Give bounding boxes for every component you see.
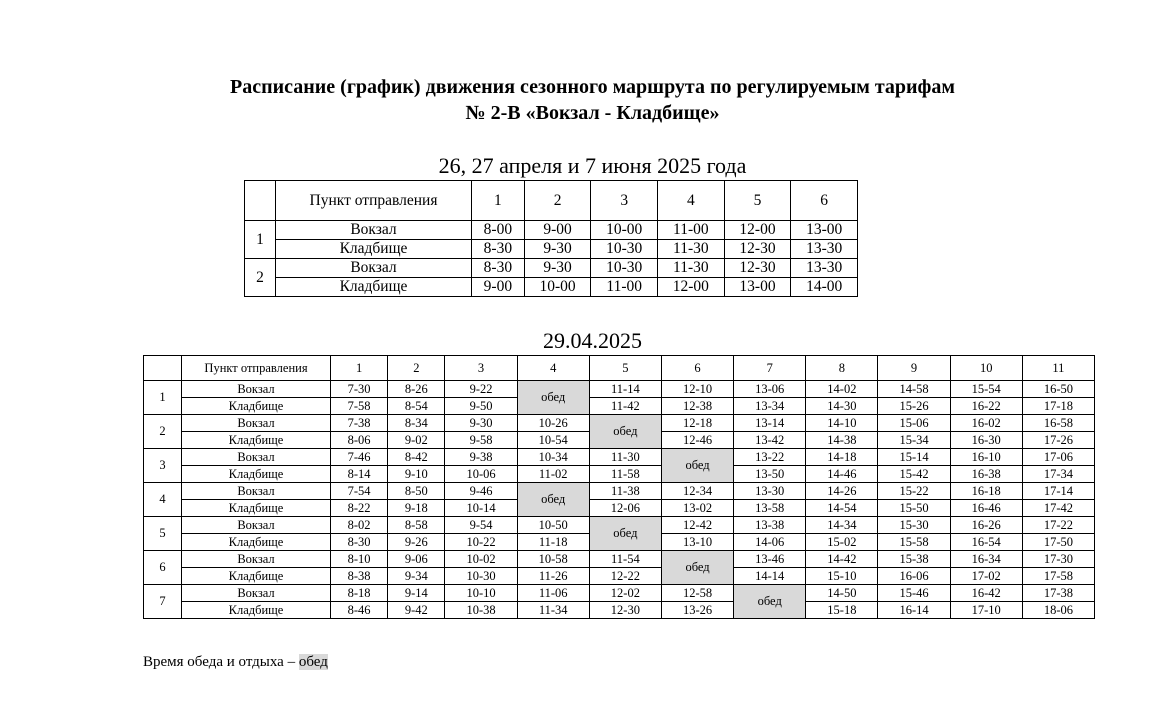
table2-time-cell: 12-22: [589, 568, 661, 585]
table-row: [144, 381, 1095, 398]
table2-time-cell: 7-54: [331, 483, 388, 500]
table1-time-cell: 11-00: [658, 221, 725, 240]
table2-time-cell: 11-42: [589, 398, 661, 415]
table2-time-cell: 17-58: [1022, 568, 1094, 585]
table-row: [144, 585, 1095, 602]
table2-time-cell: 17-38: [1022, 585, 1094, 602]
table1-stop-name: Вокзал: [276, 259, 472, 278]
table2-time-cell: 14-58: [878, 381, 950, 398]
table2-time-cell: 12-34: [661, 483, 733, 500]
table2-time-cell: 13-38: [734, 517, 806, 534]
table2-time-cell: 11-06: [517, 585, 589, 602]
table2-time-cell: 13-34: [734, 398, 806, 415]
table2-time-cell: 7-58: [331, 398, 388, 415]
table1-time-cell: 11-30: [658, 259, 725, 278]
table1-time-cell: 12-30: [724, 240, 791, 259]
table1-time-cell: 14-00: [791, 278, 858, 297]
table1-trip-number: 2: [245, 259, 276, 297]
table2-time-cell: 10-26: [517, 415, 589, 432]
table2-corner-cell: [144, 356, 182, 381]
table2-trip-number: 6: [144, 551, 182, 585]
schedule-table-29-04: [143, 355, 1095, 619]
table2-time-cell: 16-14: [878, 602, 950, 619]
table2-trip-number: 7: [144, 585, 182, 619]
table2-time-cell: 16-34: [950, 551, 1022, 568]
lunch-break-cell: обед: [589, 517, 661, 551]
table2-time-cell: 16-46: [950, 500, 1022, 517]
table2-time-cell: 10-50: [517, 517, 589, 534]
table1-stop-name: Кладбище: [276, 278, 472, 297]
table2-col-header: 5: [589, 356, 661, 381]
table2-time-cell: 9-26: [388, 534, 445, 551]
table2-time-cell: 9-18: [388, 500, 445, 517]
table2-stop-name: Кладбище: [182, 568, 331, 585]
table2-time-cell: 9-10: [388, 466, 445, 483]
table2-time-cell: 8-42: [388, 449, 445, 466]
table2-time-cell: 9-38: [445, 449, 517, 466]
table2-time-cell: 10-54: [517, 432, 589, 449]
table2-time-cell: 10-58: [517, 551, 589, 568]
table2-time-cell: 15-10: [806, 568, 878, 585]
table2-time-cell: 9-58: [445, 432, 517, 449]
table2-time-cell: 8-30: [331, 534, 388, 551]
table2-time-cell: 10-34: [517, 449, 589, 466]
table2-time-cell: 8-38: [331, 568, 388, 585]
table2-stop-name: Вокзал: [182, 585, 331, 602]
table-row: [144, 398, 1095, 415]
table1-time-cell: 10-30: [591, 240, 658, 259]
table1-stop-name: Кладбище: [276, 240, 472, 259]
table2-time-cell: 13-06: [734, 381, 806, 398]
table2-time-cell: 9-50: [445, 398, 517, 415]
table2-time-cell: 15-26: [878, 398, 950, 415]
table2-time-cell: 10-14: [445, 500, 517, 517]
table2-time-cell: 9-54: [445, 517, 517, 534]
table2-stop-name: Вокзал: [182, 381, 331, 398]
table2-time-cell: 17-30: [1022, 551, 1094, 568]
table1-time-cell: 12-00: [724, 221, 791, 240]
table2-time-cell: 17-02: [950, 568, 1022, 585]
lunch-break-cell: обед: [661, 449, 733, 483]
table2-time-cell: 11-34: [517, 602, 589, 619]
table2-time-cell: 10-02: [445, 551, 517, 568]
table2-time-cell: 17-10: [950, 602, 1022, 619]
table2-time-cell: 13-50: [734, 466, 806, 483]
table2-time-cell: 14-50: [806, 585, 878, 602]
table2-time-cell: 9-22: [445, 381, 517, 398]
table2-time-cell: 10-22: [445, 534, 517, 551]
table2-time-cell: 13-22: [734, 449, 806, 466]
table2-time-cell: 14-38: [806, 432, 878, 449]
lunch-break-cell: обед: [517, 381, 589, 415]
table1-time-cell: 13-30: [791, 259, 858, 278]
table2-time-cell: 9-06: [388, 551, 445, 568]
table2-time-cell: 14-46: [806, 466, 878, 483]
table2-trip-number: 3: [144, 449, 182, 483]
table2-time-cell: 13-14: [734, 415, 806, 432]
table2-time-cell: 14-30: [806, 398, 878, 415]
table2-time-cell: 14-02: [806, 381, 878, 398]
table2-time-cell: 15-38: [878, 551, 950, 568]
table2-time-cell: 16-38: [950, 466, 1022, 483]
table1-time-cell: 13-00: [724, 278, 791, 297]
table2-time-cell: 10-06: [445, 466, 517, 483]
table2-time-cell: 17-22: [1022, 517, 1094, 534]
table2-time-cell: 12-30: [589, 602, 661, 619]
table2-time-cell: 9-42: [388, 602, 445, 619]
table2-time-cell: 17-18: [1022, 398, 1094, 415]
table2-col-header: 6: [661, 356, 733, 381]
table2-time-cell: 16-26: [950, 517, 1022, 534]
table2-time-cell: 15-34: [878, 432, 950, 449]
table1-caption: 26, 27 апреля и 7 июня 2025 года: [438, 153, 747, 178]
table2-time-cell: 8-14: [331, 466, 388, 483]
table2-time-cell: 8-34: [388, 415, 445, 432]
table2-time-cell: 8-10: [331, 551, 388, 568]
table2-time-cell: 8-26: [388, 381, 445, 398]
table2-time-cell: 14-10: [806, 415, 878, 432]
table2-time-cell: 15-46: [878, 585, 950, 602]
table2-time-cell: 13-46: [734, 551, 806, 568]
table2-time-cell: 15-22: [878, 483, 950, 500]
table2-time-cell: 8-22: [331, 500, 388, 517]
table2-stop-name: Кладбище: [182, 602, 331, 619]
table2-trip-number: 4: [144, 483, 182, 517]
table1-header-row: [245, 181, 858, 221]
table2-stop-name: Вокзал: [182, 551, 331, 568]
footer-note: [143, 652, 328, 672]
table2-col-header: 10: [950, 356, 1022, 381]
table2-time-cell: 16-18: [950, 483, 1022, 500]
table2-time-cell: 14-06: [734, 534, 806, 551]
table2-col-header: 3: [445, 356, 517, 381]
table1-time-cell: 9-00: [524, 221, 591, 240]
table1-time-cell: 10-30: [591, 259, 658, 278]
table2-time-cell: 11-30: [589, 449, 661, 466]
table2-time-cell: 11-26: [517, 568, 589, 585]
table2-time-cell: 15-30: [878, 517, 950, 534]
table2-time-cell: 14-42: [806, 551, 878, 568]
table-row: [144, 415, 1095, 432]
lunch-break-cell: обед: [734, 585, 806, 619]
table2-time-cell: 15-14: [878, 449, 950, 466]
table2-time-cell: 13-02: [661, 500, 733, 517]
table2-time-cell: 8-46: [331, 602, 388, 619]
table2-time-cell: 12-58: [661, 585, 733, 602]
table2-time-cell: 14-54: [806, 500, 878, 517]
table2-time-cell: 16-50: [1022, 381, 1094, 398]
table1-time-cell: 9-30: [524, 259, 591, 278]
table2-time-cell: 11-58: [589, 466, 661, 483]
table2-time-cell: 15-06: [878, 415, 950, 432]
document-title-line-2: № 2-В «Вокзал - Кладбище»: [465, 102, 720, 124]
table-row: [144, 517, 1095, 534]
table1-time-cell: 8-30: [472, 240, 525, 259]
table2-time-cell: 14-34: [806, 517, 878, 534]
table1-time-cell: 11-30: [658, 240, 725, 259]
table-row: [144, 449, 1095, 466]
table2-time-cell: 16-30: [950, 432, 1022, 449]
table2-time-cell: 10-38: [445, 602, 517, 619]
table-row: [245, 240, 858, 259]
table2-time-cell: 7-30: [331, 381, 388, 398]
table1-time-cell: 8-30: [472, 259, 525, 278]
table2-time-cell: 8-58: [388, 517, 445, 534]
table2-time-cell: 17-42: [1022, 500, 1094, 517]
table2-col-header: 11: [1022, 356, 1094, 381]
table2-time-cell: 16-06: [878, 568, 950, 585]
table2-time-cell: 17-06: [1022, 449, 1094, 466]
table1-col-header: 5: [724, 181, 791, 221]
table-row: [144, 568, 1095, 585]
table2-time-cell: 13-26: [661, 602, 733, 619]
table2-time-cell: 15-18: [806, 602, 878, 619]
table-row: [144, 602, 1095, 619]
table2-time-cell: 9-46: [445, 483, 517, 500]
table2-trip-number: 1: [144, 381, 182, 415]
schedule-table-holidays: [244, 180, 858, 297]
table-row: [144, 551, 1095, 568]
table1-col-header: 1: [472, 181, 525, 221]
table2-time-cell: 16-58: [1022, 415, 1094, 432]
footer-lunch-highlight: обед: [298, 654, 328, 670]
table2-header-label: Пункт отправления: [182, 356, 331, 381]
table2-time-cell: 12-42: [661, 517, 733, 534]
table-row: [144, 466, 1095, 483]
table1-time-cell: 8-00: [472, 221, 525, 240]
table-row: [144, 500, 1095, 517]
table2-trip-number: 2: [144, 415, 182, 449]
table-row: [144, 483, 1095, 500]
table2-col-header: 7: [734, 356, 806, 381]
footer-text: Время обеда и отдыха –: [143, 654, 299, 670]
table2-time-cell: 16-22: [950, 398, 1022, 415]
table2-time-cell: 9-02: [388, 432, 445, 449]
table2-time-cell: 11-02: [517, 466, 589, 483]
table2-time-cell: 10-30: [445, 568, 517, 585]
table-row: [245, 221, 858, 240]
table2-stop-name: Кладбище: [182, 500, 331, 517]
table2-time-cell: 13-58: [734, 500, 806, 517]
table1-time-cell: 13-30: [791, 240, 858, 259]
table1-time-cell: 10-00: [591, 221, 658, 240]
table1-col-header: 3: [591, 181, 658, 221]
table2-stop-name: Вокзал: [182, 449, 331, 466]
table1-time-cell: 12-30: [724, 259, 791, 278]
table2-time-cell: 14-18: [806, 449, 878, 466]
table2-time-cell: 8-06: [331, 432, 388, 449]
table2-stop-name: Кладбище: [182, 432, 331, 449]
table2-time-cell: 15-54: [950, 381, 1022, 398]
table2-header-row: [144, 356, 1095, 381]
table2-time-cell: 15-02: [806, 534, 878, 551]
table2-time-cell: 17-14: [1022, 483, 1094, 500]
table2-time-cell: 17-34: [1022, 466, 1094, 483]
table2-time-cell: 17-26: [1022, 432, 1094, 449]
table2-col-header: 4: [517, 356, 589, 381]
table2-col-header: 1: [331, 356, 388, 381]
table2-trip-number: 5: [144, 517, 182, 551]
table2-stop-name: Вокзал: [182, 483, 331, 500]
table2-col-header: 9: [878, 356, 950, 381]
table2-time-cell: 17-50: [1022, 534, 1094, 551]
table2-time-cell: 11-18: [517, 534, 589, 551]
table2-time-cell: 16-02: [950, 415, 1022, 432]
table2-time-cell: 8-02: [331, 517, 388, 534]
table2-col-header: 2: [388, 356, 445, 381]
table2-time-cell: 15-50: [878, 500, 950, 517]
table1-time-cell: 12-00: [658, 278, 725, 297]
table2-time-cell: 12-02: [589, 585, 661, 602]
table1-time-cell: 11-00: [591, 278, 658, 297]
table2-time-cell: 9-14: [388, 585, 445, 602]
table1-time-cell: 9-30: [524, 240, 591, 259]
table1-corner-cell: [245, 181, 276, 221]
table2-time-cell: 13-30: [734, 483, 806, 500]
table2-time-cell: 8-50: [388, 483, 445, 500]
table1-col-header: 2: [524, 181, 591, 221]
lunch-break-cell: обед: [517, 483, 589, 517]
table2-time-cell: 16-42: [950, 585, 1022, 602]
table2-time-cell: 13-10: [661, 534, 733, 551]
table2-time-cell: 12-06: [589, 500, 661, 517]
table2-caption: 29.04.2025: [543, 328, 642, 353]
table1-header-label: Пункт отправления: [276, 181, 472, 221]
table2-time-cell: 15-42: [878, 466, 950, 483]
lunch-break-cell: обед: [661, 551, 733, 585]
table1-time-cell: 9-00: [472, 278, 525, 297]
table2-time-cell: 14-26: [806, 483, 878, 500]
table2-time-cell: 18-06: [1022, 602, 1094, 619]
table1-time-cell: 13-00: [791, 221, 858, 240]
table2-time-cell: 8-54: [388, 398, 445, 415]
table2-time-cell: 8-18: [331, 585, 388, 602]
table2-stop-name: Кладбище: [182, 466, 331, 483]
table1-stop-name: Вокзал: [276, 221, 472, 240]
table2-time-cell: 16-54: [950, 534, 1022, 551]
table2-time-cell: 15-58: [878, 534, 950, 551]
document-title-line-1: Расписание (график) движения сезонного маршрута по регулируемым тарифам: [230, 76, 955, 98]
table1-col-header: 4: [658, 181, 725, 221]
table2-time-cell: 12-38: [661, 398, 733, 415]
table2-stop-name: Кладбище: [182, 534, 331, 551]
table2-time-cell: 11-14: [589, 381, 661, 398]
table2-time-cell: 7-38: [331, 415, 388, 432]
table2-time-cell: 9-34: [388, 568, 445, 585]
table2-time-cell: 11-38: [589, 483, 661, 500]
table2-stop-name: Вокзал: [182, 517, 331, 534]
table1-trip-number: 1: [245, 221, 276, 259]
lunch-break-cell: обед: [589, 415, 661, 449]
table2-time-cell: 7-46: [331, 449, 388, 466]
table2-stop-name: Кладбище: [182, 398, 331, 415]
table2-col-header: 8: [806, 356, 878, 381]
table2-time-cell: 14-14: [734, 568, 806, 585]
table-row: [245, 259, 858, 278]
table2-time-cell: 12-10: [661, 381, 733, 398]
table2-time-cell: 11-54: [589, 551, 661, 568]
table2-time-cell: 16-10: [950, 449, 1022, 466]
table1-col-header: 6: [791, 181, 858, 221]
table2-time-cell: 13-42: [734, 432, 806, 449]
table-row: [245, 278, 858, 297]
table2-time-cell: 10-10: [445, 585, 517, 602]
table2-time-cell: 12-46: [661, 432, 733, 449]
table2-stop-name: Вокзал: [182, 415, 331, 432]
table2-time-cell: 12-18: [661, 415, 733, 432]
table1-time-cell: 10-00: [524, 278, 591, 297]
table2-time-cell: 9-30: [445, 415, 517, 432]
